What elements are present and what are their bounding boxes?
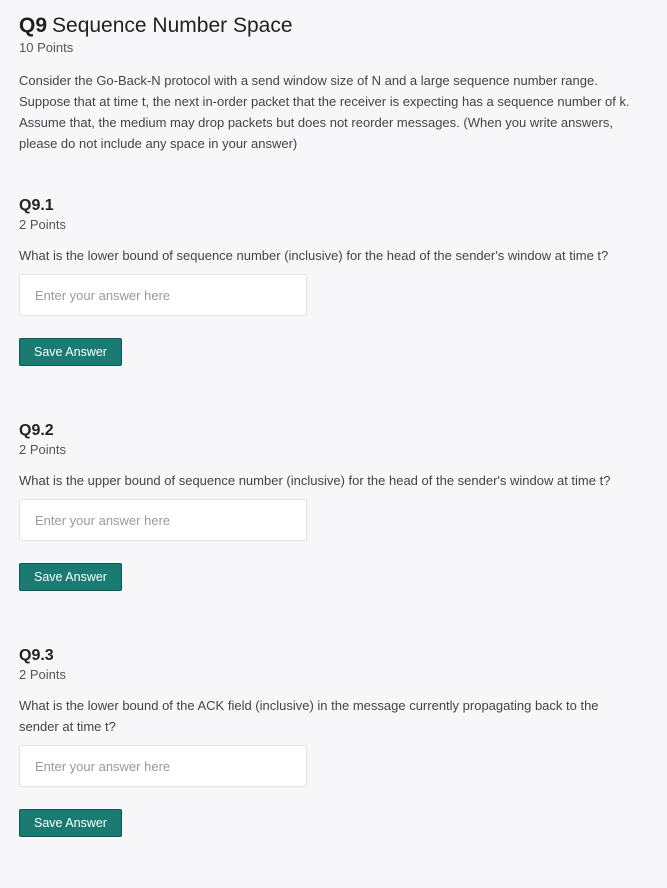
- subquestion-q9-3: [19, 646, 667, 837]
- save-answer-button[interactable]: Save Answer: [19, 338, 122, 366]
- subquestion-points: 2 Points: [19, 217, 66, 232]
- question-points: 10 Points: [19, 40, 74, 55]
- answer-input[interactable]: [19, 499, 307, 541]
- question-header: [19, 12, 667, 40]
- subquestion-number: Q9.1: [19, 197, 54, 214]
- subquestion-q9-2: [19, 421, 667, 591]
- answer-input[interactable]: [19, 745, 307, 787]
- subquestion-number: Q9.3: [19, 647, 54, 664]
- save-answer-button[interactable]: Save Answer: [19, 809, 122, 837]
- question-intro: Consider the Go-Back-N protocol with a send window size of N and a large sequence number range. Suppose that at time t, the next in-order packet that the receiver is expecting has a sequence number of k. Assume that, the medium may drop packets but does not reorder messages. (When you write answers, please do not include any space in your answer): [19, 73, 630, 151]
- save-answer-button[interactable]: Save Answer: [19, 563, 122, 591]
- question-title: Sequence Number Space: [52, 14, 293, 37]
- subquestion-prompt: What is the lower bound of sequence number (inclusive) for the head of the sender's window at time t?: [19, 248, 609, 263]
- subquestion-points: 2 Points: [19, 442, 66, 457]
- subquestion-q9-1: [19, 196, 667, 366]
- subquestion-points: 2 Points: [19, 667, 66, 682]
- subquestion-prompt: What is the lower bound of the ACK field (inclusive) in the message currently propagating back to the sender at time t?: [19, 698, 599, 734]
- subquestion-number: Q9.2: [19, 422, 54, 439]
- answer-input[interactable]: [19, 274, 307, 316]
- subquestion-prompt: What is the upper bound of sequence number (inclusive) for the head of the sender's window at time t?: [19, 473, 611, 488]
- question-number: Q9: [19, 14, 48, 37]
